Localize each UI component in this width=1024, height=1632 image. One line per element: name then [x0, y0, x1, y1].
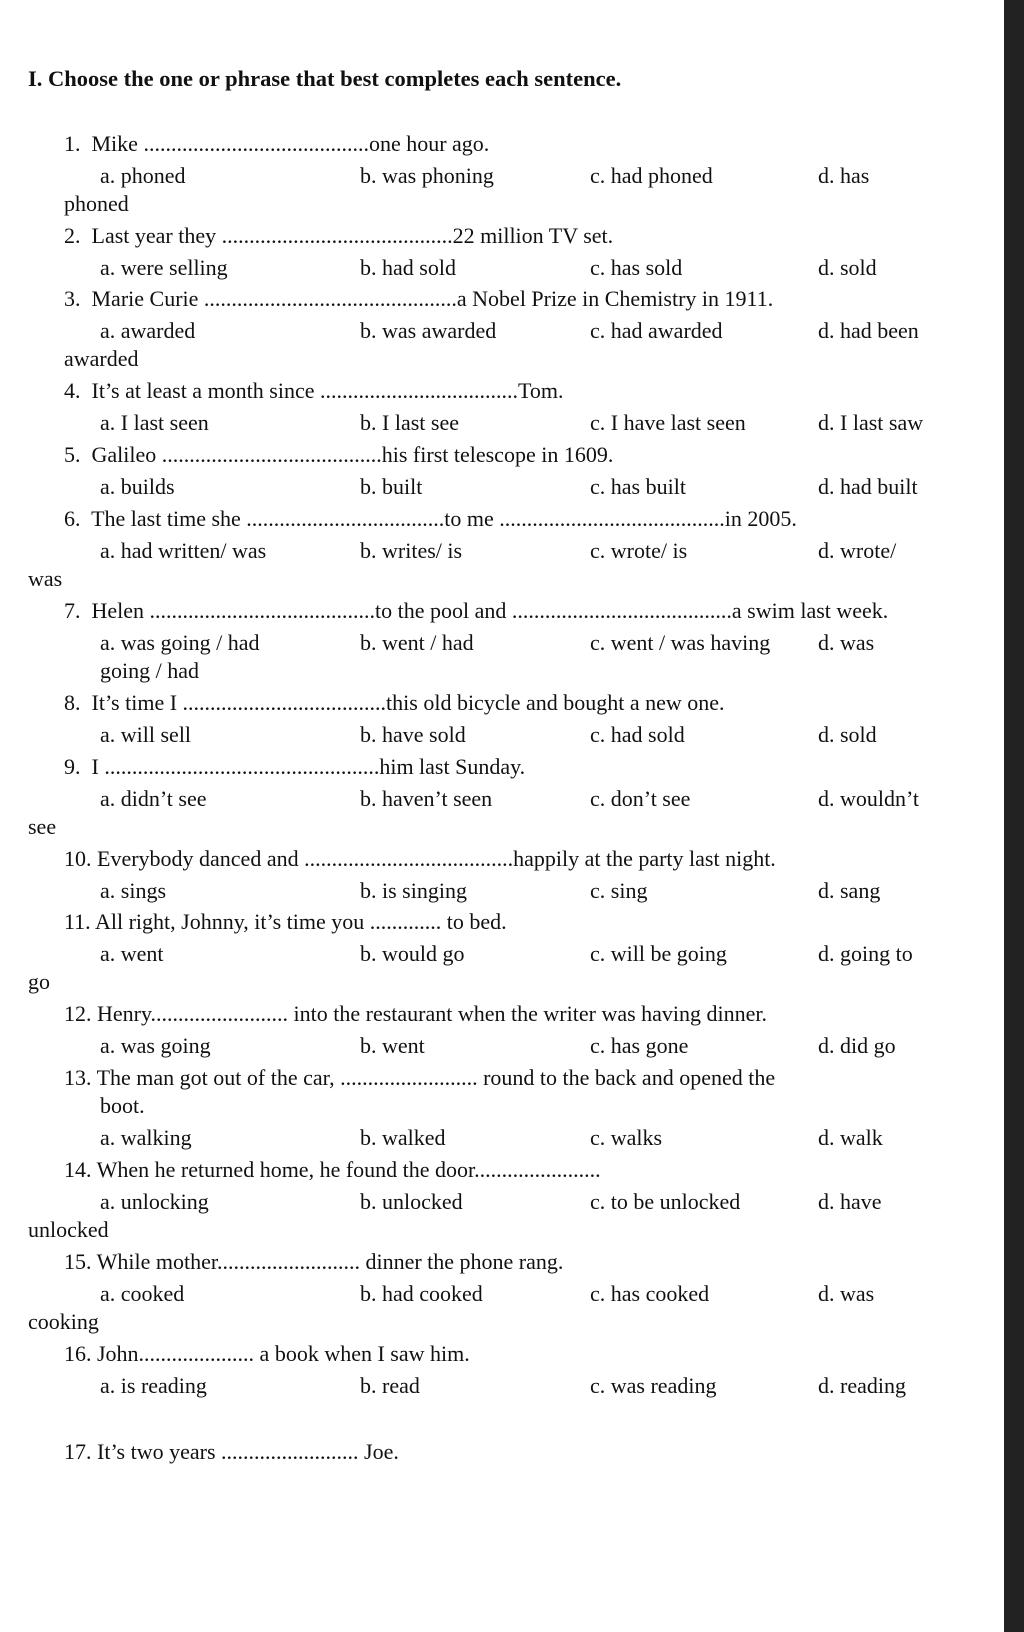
question-9-stem: 9. I ..................................................him last Sunday. — [64, 754, 526, 779]
question-3-option-b: b. was awarded — [360, 318, 497, 343]
question-10-stem: 10. Everybody danced and ......................................happily at the party last night. — [64, 846, 776, 871]
question-8-option-c: c. had sold — [590, 722, 685, 747]
question-14-option-a: a. unlocking — [100, 1189, 209, 1214]
question-7-stem: 7. Helen .........................................to the pool and ........................................a swim last week. — [64, 598, 889, 623]
question-8-option-b: b. have sold — [360, 722, 466, 747]
question-15-option-d-wrap: cooking — [28, 1309, 99, 1334]
question-6-option-b: b. writes/ is — [360, 538, 463, 563]
question-3-stem: 3. Marie Curie ..............................................a Nobel Prize in Chemistry in 1911. — [64, 286, 774, 311]
question-4-option-c: c. I have last seen — [590, 410, 746, 435]
question-13-option-b: b. walked — [360, 1125, 446, 1150]
question-6-option-d: d. wrote/ — [818, 538, 897, 563]
question-16-option-d: d. reading — [818, 1373, 906, 1398]
question-16-option-a: a. is reading — [100, 1373, 207, 1398]
question-17-stem: 17. It’s two years ......................... Joe. — [64, 1439, 399, 1464]
section-title: I. Choose the one or phrase that best completes each sentence. — [28, 66, 622, 91]
question-16-option-c: c. was reading — [590, 1373, 717, 1398]
page-edge — [1004, 0, 1024, 1632]
question-13-option-d: d. walk — [818, 1125, 883, 1150]
question-1-option-d-wrap: phoned — [64, 191, 129, 216]
question-8-option-a: a. will sell — [100, 722, 192, 747]
question-3-option-d: d. had been — [818, 318, 919, 343]
question-3-option-c: c. had awarded — [590, 318, 723, 343]
question-3-option-a: a. awarded — [100, 318, 196, 343]
question-10-option-c: c. sing — [590, 878, 648, 903]
question-13-option-c: c. walks — [590, 1125, 663, 1150]
question-11-option-d-wrap: go — [28, 969, 50, 994]
question-13-stem-wrap: boot. — [100, 1093, 145, 1118]
question-14-option-b: b. unlocked — [360, 1189, 463, 1214]
question-4-option-d: d. I last saw — [818, 410, 924, 435]
question-11-option-a: a. went — [100, 941, 164, 966]
question-9-option-c: c. don’t see — [590, 786, 691, 811]
question-8-option-d: d. sold — [818, 722, 877, 747]
question-12-option-c: c. has gone — [590, 1033, 689, 1058]
question-7-option-a: a. was going / had — [100, 630, 260, 655]
question-14-stem: 14. When he returned home, he found the door....................... — [64, 1157, 601, 1182]
question-4-option-b: b. I last see — [360, 410, 459, 435]
question-16-stem: 16. John..................... a book when I saw him. — [64, 1341, 470, 1366]
question-10-option-a: a. sings — [100, 878, 166, 903]
question-1-option-c: c. had phoned — [590, 163, 713, 188]
question-10-option-d: d. sang — [818, 878, 881, 903]
question-1-option-a: a. phoned — [100, 163, 186, 188]
question-11-option-c: c. will be going — [590, 941, 727, 966]
question-5-stem: 5. Galileo ........................................his first telescope in 1609. — [64, 442, 614, 467]
question-10-option-b: b. is singing — [360, 878, 467, 903]
question-15-option-a: a. cooked — [100, 1281, 185, 1306]
question-12-stem: 12. Henry......................... into the restaurant when the writer was having dinner. — [64, 1001, 768, 1026]
question-6-stem: 6. The last time she ....................................to me .........................................in 2005. — [64, 506, 797, 531]
question-12-option-b: b. went — [360, 1033, 425, 1058]
question-7-option-b: b. went / had — [360, 630, 474, 655]
question-2-option-d: d. sold — [818, 255, 877, 280]
question-14-option-d: d. have — [818, 1189, 882, 1214]
question-15-option-b: b. had cooked — [360, 1281, 483, 1306]
question-13-stem: 13. The man got out of the car, ......................... round to the back and opened the — [64, 1065, 776, 1090]
question-15-option-d: d. was — [818, 1281, 875, 1306]
question-15-stem: 15. While mother.......................... dinner the phone rang. — [64, 1249, 564, 1274]
question-5-option-a: a. builds — [100, 474, 175, 499]
question-13-option-a: a. walking — [100, 1125, 192, 1150]
question-7-option-c: c. went / was having — [590, 630, 771, 655]
question-7-option-d: d. was — [818, 630, 875, 655]
question-6-option-d-wrap: was — [28, 566, 63, 591]
question-14-option-d-wrap: unlocked — [28, 1217, 109, 1242]
question-11-option-b: b. would go — [360, 941, 465, 966]
question-3-option-d-wrap: awarded — [64, 346, 139, 371]
question-2-stem: 2. Last year they ..........................................22 million TV set. — [64, 223, 614, 248]
question-1-stem: 1. Mike .........................................one hour ago. — [64, 131, 490, 156]
question-12-option-d: d. did go — [818, 1033, 896, 1058]
question-9-option-d-wrap: see — [28, 814, 57, 839]
question-2-option-a: a. were selling — [100, 255, 228, 280]
question-6-option-a: a. had written/ was — [100, 538, 267, 563]
question-1-option-b: b. was phoning — [360, 163, 494, 188]
question-6-option-c: c. wrote/ is — [590, 538, 688, 563]
question-1-option-d: d. has — [818, 163, 870, 188]
question-2-option-b: b. had sold — [360, 255, 456, 280]
question-11-option-d: d. going to — [818, 941, 913, 966]
question-4-option-a: a. I last seen — [100, 410, 209, 435]
question-5-option-c: c. has built — [590, 474, 686, 499]
question-11-stem: 11. All right, Johnny, it’s time you ............. to bed. — [64, 909, 507, 934]
question-9-option-d: d. wouldn’t — [818, 786, 920, 811]
question-12-option-a: a. was going — [100, 1033, 211, 1058]
question-5-option-b: b. built — [360, 474, 423, 499]
question-7-option-d-wrap: going / had — [100, 658, 199, 683]
question-15-option-c: c. has cooked — [590, 1281, 710, 1306]
question-8-stem: 8. It’s time I .....................................this old bicycle and bought a new one. — [64, 690, 725, 715]
question-5-option-d: d. had built — [818, 474, 918, 499]
question-16-option-b: b. read — [360, 1373, 420, 1398]
question-14-option-c: c. to be unlocked — [590, 1189, 741, 1214]
question-4-stem: 4. It’s at least a month since ....................................Tom. — [64, 378, 564, 403]
question-2-option-c: c. has sold — [590, 255, 683, 280]
question-9-option-b: b. haven’t seen — [360, 786, 493, 811]
question-9-option-a: a. didn’t see — [100, 786, 207, 811]
